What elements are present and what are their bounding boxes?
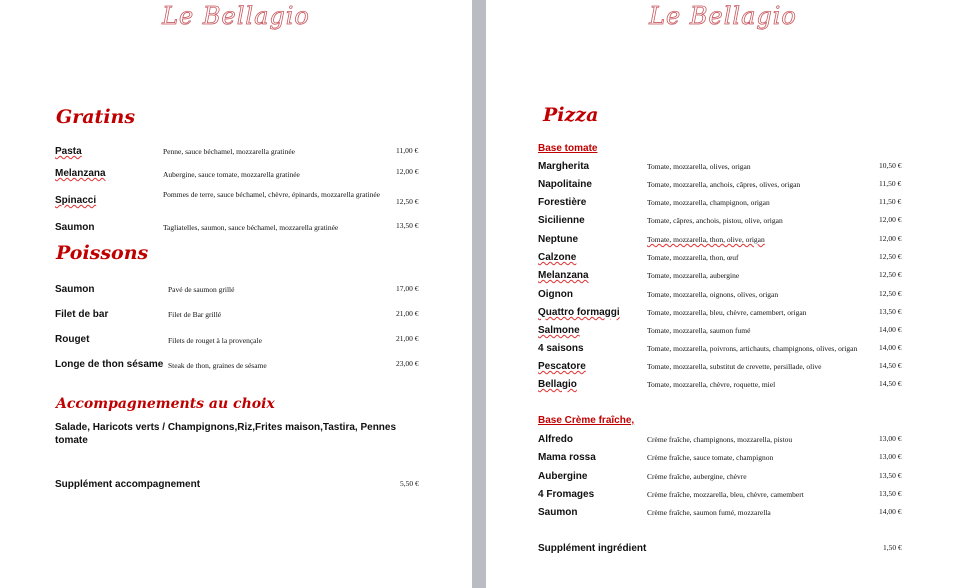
item-price: 12,50 €: [879, 270, 902, 279]
item-name: Filet de bar: [55, 309, 109, 320]
item-description: Tomate, mozzarella, substitut de crevette, persillade, olive: [647, 362, 822, 371]
item-description: Crème fraîche, mozzarella, bleu, chèvre, camembert: [647, 490, 804, 499]
item-price: 21,00 €: [396, 309, 419, 318]
item-price: 11,00 €: [396, 146, 419, 155]
supplement-label: Supplément ingrédient: [538, 543, 647, 554]
item-name: Aubergine: [538, 471, 588, 482]
item-description: Steak de thon, graines de sésame: [168, 361, 267, 370]
accompagnements-line-2: tomate: [55, 435, 88, 446]
item-name: Forestière: [538, 197, 587, 208]
item-description: Tomate, mozzarella, aubergine: [647, 271, 740, 280]
item-name: 4 saisons: [538, 343, 584, 354]
item-description: Tomate, mozzarella, thon, olive, origan: [647, 235, 765, 244]
item-name: Oignon: [538, 289, 573, 300]
menu-page-right: [486, 0, 960, 588]
supplement-label: Supplément accompagnement: [55, 479, 201, 490]
item-description: Tomate, mozzarella, bleu, chèvre, camembert, origan: [647, 308, 807, 317]
item-description: Pavé de saumon grillé: [168, 285, 235, 294]
item-name: Alfredo: [538, 434, 573, 445]
section-title-pizza: Pizza: [543, 104, 599, 126]
item-price: 14,00 €: [879, 507, 902, 516]
item-name: Saumon: [55, 284, 95, 295]
item-name: Longe de thon sésame: [55, 359, 164, 370]
item-description: Filets de rouget à la provençale: [168, 336, 262, 345]
item-price: 13,50 €: [879, 489, 902, 498]
item-price: 14,50 €: [879, 379, 902, 388]
item-name: Neptune: [538, 234, 578, 245]
item-description: Tomate, mozzarella, champignon, origan: [647, 198, 770, 207]
item-description: Tomate, mozzarella, anchois, câpres, olives, origan: [647, 180, 801, 189]
menu-page-left: [0, 0, 472, 588]
item-name: Saumon: [538, 507, 578, 518]
item-name: Margherita: [538, 161, 590, 172]
item-description: Crème fraîche, sauce tomate, champignon: [647, 453, 774, 462]
item-name: Sicilienne: [538, 215, 585, 226]
item-name: Calzone: [538, 252, 577, 263]
item-description: Pommes de terre, sauce béchamel, chèvre, épinards, mozzarella gratinée: [163, 190, 380, 199]
item-description: Penne, sauce béchamel, mozzarella gratinée: [163, 147, 296, 156]
item-description: Tomate, mozzarella, olives, origan: [647, 162, 751, 171]
accompagnements-line-1: Salade, Haricots verts / Champignons,Riz,Frites maison,Tastira, Pennes: [55, 422, 397, 433]
item-name: Salmone: [538, 325, 580, 336]
item-description: Tomate, mozzarella, chèvre, roquette, miel: [647, 380, 776, 389]
item-price: 14,50 €: [879, 361, 902, 370]
item-description: Crème fraîche, champignons, mozzarella, pistou: [647, 435, 793, 444]
item-price: 12,50 €: [396, 197, 419, 206]
item-price: 10,50 €: [879, 161, 902, 170]
item-name: Pasta: [55, 146, 82, 157]
item-price: 13,00 €: [879, 452, 902, 461]
item-name: Melanzana: [55, 168, 106, 179]
item-name: Mama rossa: [538, 452, 596, 463]
supplement-price: 1,50 €: [883, 543, 902, 552]
item-price: 17,00 €: [396, 284, 419, 293]
item-price: 12,00 €: [396, 167, 419, 176]
item-description: Tagliatelles, saumon, sauce béchamel, mozzarella gratinée: [163, 223, 339, 232]
restaurant-logo: Le Bellagio: [162, 2, 310, 30]
item-description: Aubergine, sauce tomate, mozzarella gratinée: [163, 170, 300, 179]
section-title-gratins: Gratins: [56, 106, 136, 128]
item-name: 4 Fromages: [538, 489, 595, 500]
item-description: Tomate, mozzarella, saumon fumé: [647, 326, 751, 335]
item-price: 11,50 €: [879, 179, 902, 188]
subsection-base-creme-fraiche: Base Crème fraîche,: [538, 415, 635, 426]
item-price: 13,50 €: [396, 221, 419, 230]
section-title-poissons: Poissons: [56, 242, 149, 264]
restaurant-logo: Le Bellagio: [649, 2, 797, 30]
section-title-accompagnements: Accompagnements au choix: [56, 396, 275, 412]
item-description: Filet de Bar grillé: [168, 310, 222, 319]
accompagnements-text: [55, 421, 396, 447]
item-price: 12,50 €: [879, 252, 902, 261]
item-price: 23,00 €: [396, 359, 419, 368]
subsection-base-tomate: Base tomate: [538, 143, 598, 154]
item-name: Saumon: [55, 222, 95, 233]
item-price: 13,00 €: [879, 434, 902, 443]
item-name: Napolitaine: [538, 179, 592, 190]
item-price: 14,00 €: [879, 343, 902, 352]
item-description: Tomate, câpres, anchois, pistou, olive, origan: [647, 216, 783, 225]
item-price: 12,50 €: [879, 289, 902, 298]
item-description: Crème fraîche, saumon fumé, mozzarella: [647, 508, 771, 517]
item-name: Pescatore: [538, 361, 586, 372]
item-price: 11,50 €: [879, 197, 902, 206]
item-description: Tomate, mozzarella, poivrons, artichauts, champignons, olives, origan: [647, 344, 858, 353]
item-name: Bellagio: [538, 379, 577, 390]
item-name: Spinacci: [55, 195, 97, 206]
item-description: Tomate, mozzarella, oignons, olives, origan: [647, 290, 779, 299]
item-name: Melanzana: [538, 270, 589, 281]
item-price: 14,00 €: [879, 325, 902, 334]
item-price: 13,50 €: [879, 307, 902, 316]
supplement-price: 5,50 €: [400, 479, 419, 488]
item-description: Tomate, mozzarella, thon, œuf: [647, 253, 739, 262]
item-price: 12,00 €: [879, 234, 902, 243]
item-price: 12,00 €: [879, 215, 902, 224]
item-price: 13,50 €: [879, 471, 902, 480]
item-name: Rouget: [55, 334, 90, 345]
item-price: 21,00 €: [396, 334, 419, 343]
item-name: Quattro formaggi: [538, 307, 620, 318]
item-description: Crème fraîche, aubergine, chèvre: [647, 472, 747, 481]
